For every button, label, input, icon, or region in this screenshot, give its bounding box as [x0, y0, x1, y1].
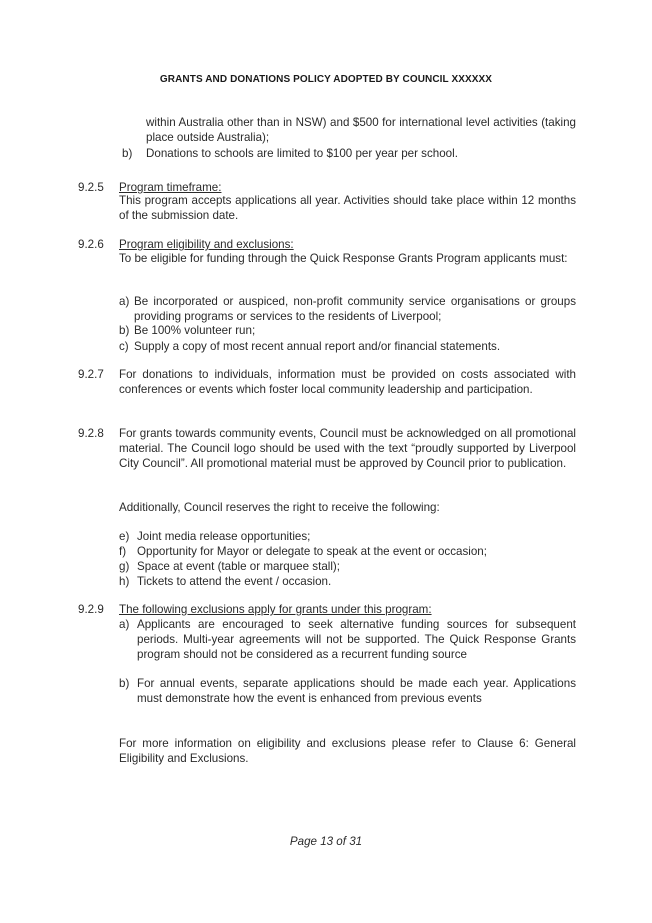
section-heading: Program eligibility and exclusions: — [119, 238, 294, 251]
list-letter: e) — [119, 530, 130, 543]
list-item: Applicants are encouraged to seek alternative funding sources for subsequent periods. Multi-year agreements will not be supported. The Quick Response Grants program should not be considered as a recurrent funding source — [137, 618, 576, 661]
page-header: GRANTS AND DONATIONS POLICY ADOPTED BY COUNCIL XXXXXX — [159, 74, 493, 85]
section-number: 9.2.5 — [78, 181, 104, 194]
list-letter: a) — [119, 295, 130, 308]
list-letter: a) — [119, 618, 130, 631]
section-body: To be eligible for funding through the Quick Response Grants Program applicants must: — [119, 252, 568, 265]
list-letter: g) — [119, 560, 130, 573]
list-letter: h) — [119, 575, 130, 588]
list-item: Supply a copy of most recent annual report and/or financial statements. — [134, 340, 501, 353]
list-letter: b) — [122, 147, 133, 160]
page-footer: Page 13 of 31 — [289, 835, 363, 848]
section-heading: The following exclusions apply for grants under this program: — [119, 603, 432, 616]
section-number: 9.2.9 — [78, 603, 104, 616]
section-body: This program accepts applications all year. Activities should take place within 12 months of the submission date. — [119, 194, 576, 222]
section-additional: Additionally, Council reserves the right to receive the following: — [119, 501, 440, 514]
list-letter: c) — [119, 340, 129, 353]
section-heading: Program timeframe: — [119, 181, 222, 194]
section-number: 9.2.8 — [78, 427, 104, 440]
list-item: Space at event (table or marquee stall); — [137, 560, 340, 573]
list-item: Be incorporated or auspiced, non-profit community service organisations or groups providing programs or services to the residents of Liverpool; — [134, 295, 576, 323]
section-number: 9.2.7 — [78, 368, 104, 381]
list-letter: f) — [119, 545, 127, 558]
list-letter: b) — [119, 677, 130, 690]
list-item: Tickets to attend the event / occasion. — [137, 575, 332, 588]
continuation-text: within Australia other than in NSW) and $500 for international level activities (taking place outside Australia); — [146, 116, 576, 144]
list-item: Joint media release opportunities; — [137, 530, 311, 543]
list-item: Be 100% volunteer run; — [134, 324, 256, 337]
list-item: Donations to schools are limited to $100 per year per school. — [146, 147, 458, 160]
section-body: For donations to individuals, information must be provided on costs associated with conferences or events which foster local community leadership and participation. — [119, 368, 576, 396]
section-number: 9.2.6 — [78, 238, 104, 251]
list-item: For annual events, separate applications should be made each year. Applications must demonstrate how the event is enhanced from previous events — [137, 677, 576, 705]
list-letter: b) — [119, 324, 130, 337]
section-body: For grants towards community events, Council must be acknowledged on all promotional material. The Council logo should be used with the text “proudly supported by Liverpool City Council”. All promotional material must be approved by Council prior to publication. — [119, 427, 576, 470]
list-item: Opportunity for Mayor or delegate to speak at the event or occasion; — [137, 545, 487, 558]
more-info-text: For more information on eligibility and exclusions please refer to Clause 6: General Eligibility and Exclusions. — [119, 737, 576, 765]
